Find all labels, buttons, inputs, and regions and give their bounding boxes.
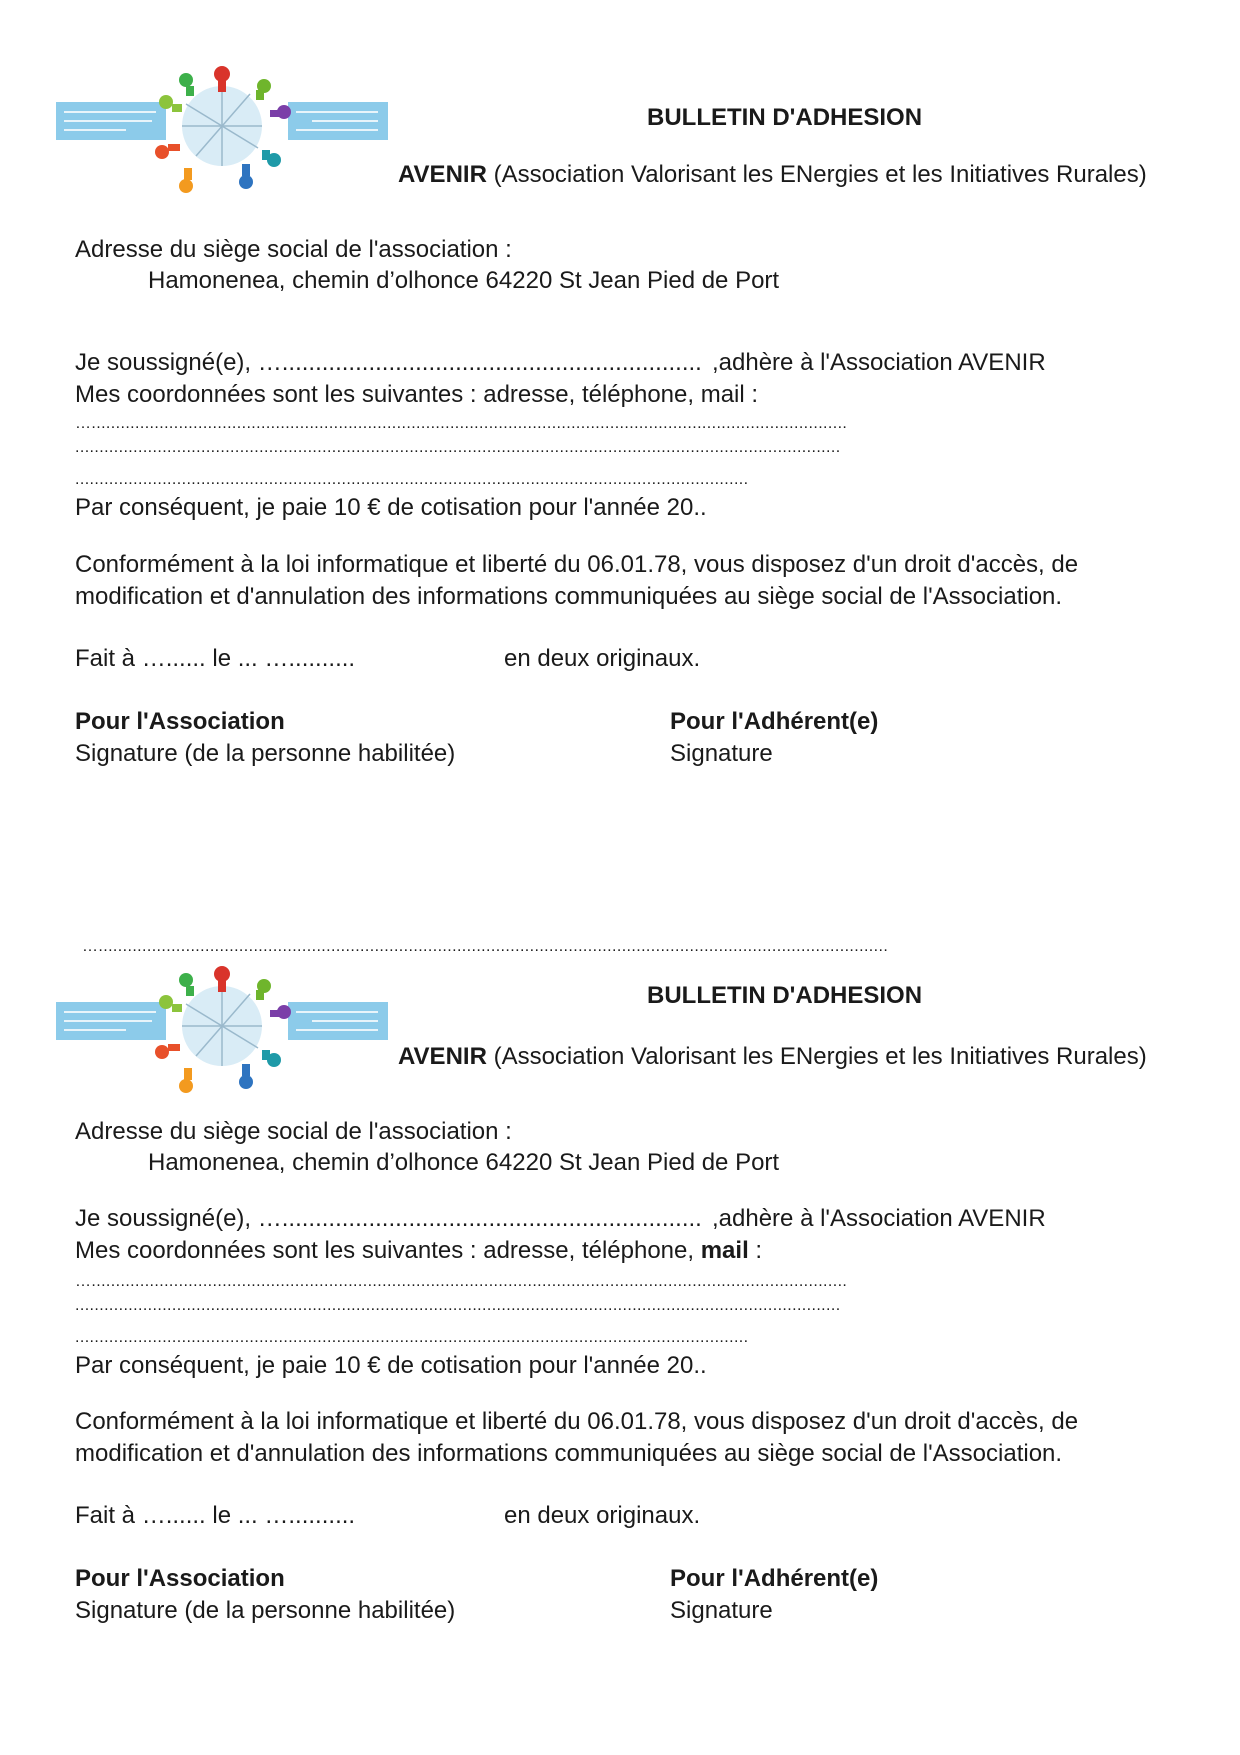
coords-suffix: : [748,1237,763,1264]
org-line [398,1043,1147,1071]
fait-field: Fait à …...... le ... ….......... [75,645,356,672]
org-full-name: (Association Valorisant les ENergies et les Initiatives Rurales) [486,1043,1147,1070]
coords-label [75,381,758,409]
soussigne-field: Je soussigné(e), …............................................................... [75,1205,702,1232]
assoc-signature: Signature (de la personne habilitée) [75,740,456,767]
coords-label [75,1237,762,1265]
soussigne-field: Je soussigné(e), …............................................................... [75,349,702,376]
address-label: Adresse du siège social de l'association : [75,1118,512,1145]
coords-line-2: .............................................................................................................................................................. [75,1297,841,1314]
coords-line-3: ........................................................................................................................................... [75,471,749,488]
assoc-label: Pour l'Association [75,1565,285,1592]
assoc-signature: Signature (de la personne habilitée) [75,1597,456,1624]
form-title: BULLETIN D'ADHESION [647,982,923,1009]
assoc-label: Pour l'Association [75,708,285,735]
cotisation-text: Par conséquent, je paie 10 € de cotisation pour l'année 20.. [75,1352,707,1379]
loi-line-2: modification et d'annulation des informations communiquées au siège social de l'Association. [75,1440,1063,1467]
address-label: Adresse du siège social de l'association : [75,236,512,263]
adherent-label: Pour l'Adhérent(e) [670,1565,879,1592]
adhere-text: ,adhère à l'Association AVENIR [712,349,1046,376]
coords-prefix: Mes coordonnées sont les suivantes : adresse, téléphone, [75,1237,701,1264]
org-name: AVENIR [398,161,487,188]
coords-line-2: .............................................................................................................................................................. [75,439,841,456]
association-logo [56,964,388,1100]
coords-mail: mail [700,381,745,408]
org-full-name: (Association Valorisant les ENergies et les Initiatives Rurales) [486,161,1147,188]
coords-line-1: …............................................................................................................................................................ [75,415,848,432]
originaux-text: en deux originaux. [504,1502,701,1529]
adherent-signature: Signature [670,1597,773,1624]
originaux-text: en deux originaux. [504,645,701,672]
adherent-signature: Signature [670,740,773,767]
association-logo [56,64,388,200]
org-name: AVENIR [398,1043,487,1070]
fait-field: Fait à …...... le ... ….......... [75,1502,356,1529]
cotisation-text: Par conséquent, je paie 10 € de cotisation pour l'année 20.. [75,494,707,521]
loi-line-2: modification et d'annulation des informations communiquées au siège social de l'Association. [75,583,1063,610]
address-value: Hamonenea, chemin d’olhonce 64220 St Jean Pied de Port [148,267,780,294]
coords-prefix: Mes coordonnées sont les suivantes : adresse, téléphone, [75,381,701,408]
coords-line-1: …............................................................................................................................................................ [75,1273,848,1290]
coords-line-3: ........................................................................................................................................... [75,1329,749,1346]
coords-mail: mail [700,1237,749,1264]
coords-suffix: : [744,381,759,408]
adhere-text: ,adhère à l'Association AVENIR [712,1205,1046,1232]
loi-line-1: Conformément à la loi informatique et liberté du 06.01.78, vous disposez d'un droit d'accès, de [75,551,1079,578]
form-title: BULLETIN D'ADHESION [647,104,923,131]
address-value: Hamonenea, chemin d’olhonce 64220 St Jean Pied de Port [148,1149,780,1176]
cut-line: …................................................................................................................................................................... [82,938,889,955]
adherent-label: Pour l'Adhérent(e) [670,708,879,735]
loi-line-1: Conformément à la loi informatique et liberté du 06.01.78, vous disposez d'un droit d'accès, de [75,1408,1079,1435]
org-line [398,161,1147,189]
